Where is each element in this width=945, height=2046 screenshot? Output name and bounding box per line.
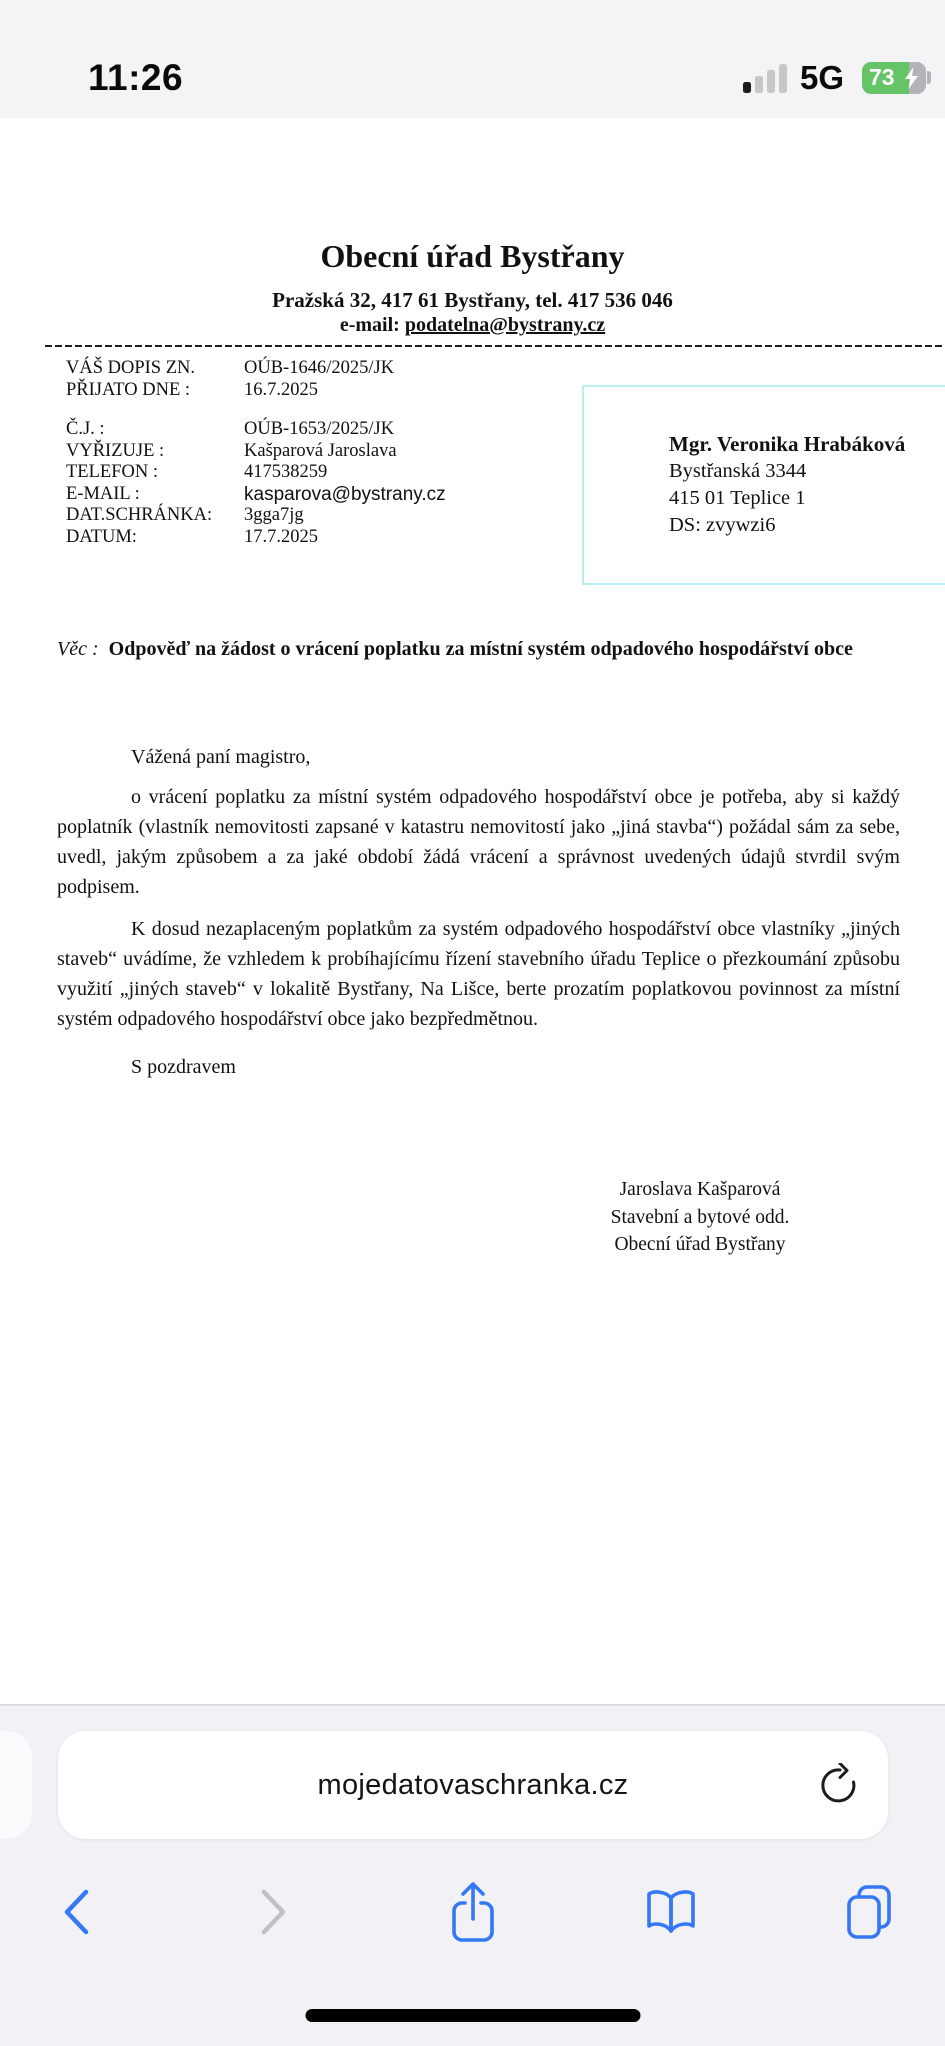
- battery-body: [862, 62, 926, 94]
- signal-bar: [743, 82, 751, 93]
- tabs-button[interactable]: [838, 1877, 900, 1947]
- reference-row: [66, 527, 446, 549]
- reference-row: [66, 484, 446, 506]
- ref-label: Č.J. :: [66, 419, 105, 439]
- ref-value: OÚB-1646/2025/JK: [244, 358, 395, 378]
- subject-label: Věc :: [57, 638, 99, 660]
- letter-document: [0, 118, 945, 1705]
- closing-phrase: S pozdravem: [131, 1056, 236, 1078]
- cellular-signal-icon: [743, 63, 787, 93]
- battery-percent-label: 73: [869, 63, 895, 90]
- network-type-label: 5G: [799, 58, 844, 96]
- subject-text: Odpověď na žádost o vrácení poplatku za místní systém odpadového hospodářství obce: [108, 638, 853, 660]
- signal-bar: [755, 76, 763, 93]
- signal-bar: [767, 70, 775, 93]
- address-bar-url[interactable]: mojedatovaschranka.cz: [317, 1768, 629, 1801]
- status-bar: [0, 0, 945, 118]
- recipient-street: Bystřanská 3344: [669, 460, 807, 482]
- email-prefix: e-mail:: [339, 314, 405, 336]
- ref-label: TELEFON :: [66, 462, 158, 482]
- ref-label: VÁŠ DOPIS ZN.: [66, 358, 196, 378]
- status-indicators: [743, 59, 931, 97]
- book-icon: [643, 1887, 699, 1937]
- battery-nub: [927, 71, 931, 84]
- ref-label: DATUM:: [66, 526, 137, 547]
- reference-row: [66, 380, 446, 402]
- reference-row: [66, 441, 446, 463]
- back-chevron-icon: [62, 1887, 90, 1937]
- reference-row: [66, 419, 446, 441]
- subject-line: [57, 638, 853, 661]
- bookmarks-button[interactable]: [640, 1877, 702, 1947]
- ref-value: 3gga7jg: [244, 505, 304, 525]
- dashed-divider: [45, 345, 945, 347]
- recipient-address: [669, 431, 905, 539]
- address-bar[interactable]: [58, 1731, 888, 1839]
- previous-tab-peek[interactable]: [0, 1731, 32, 1839]
- reload-icon: [816, 1763, 860, 1807]
- safari-toolbar: [0, 1872, 945, 1952]
- charging-bolt-icon: [904, 67, 919, 89]
- ref-value: Kašparová Jaroslava: [244, 440, 397, 461]
- back-button[interactable]: [45, 1877, 107, 1947]
- letterhead-title: Obecní úřad Bystřany: [320, 238, 625, 274]
- forward-chevron-icon: [260, 1887, 288, 1937]
- signal-bar: [779, 64, 787, 93]
- ref-label: PŘIJATO DNE :: [66, 379, 191, 400]
- ref-value: 16.7.2025: [244, 379, 318, 400]
- status-time: 11:26: [88, 56, 184, 98]
- share-button[interactable]: [442, 1877, 504, 1947]
- reference-block: [66, 358, 446, 548]
- ref-label: E-MAIL :: [66, 483, 140, 504]
- reference-row: [66, 462, 446, 484]
- reload-button[interactable]: [814, 1761, 862, 1809]
- recipient-name: Mgr. Veronika Hrabáková: [669, 432, 906, 456]
- signature-name: Jaroslava Kašparová: [619, 1179, 781, 1200]
- forward-button[interactable]: [243, 1877, 305, 1947]
- recipient-address-box: [582, 385, 945, 585]
- share-icon: [448, 1880, 498, 1944]
- signature-department: Stavební a bytové odd.: [610, 1206, 790, 1228]
- signature-block: [600, 1176, 800, 1259]
- safari-bottom-chrome: [0, 1705, 945, 2046]
- letterhead-email-link[interactable]: podatelna@bystrany.cz: [404, 314, 606, 336]
- recipient-city: 415 01 Teplice 1: [669, 487, 806, 509]
- ref-label: DAT.SCHRÁNKA:: [66, 505, 213, 525]
- reference-row: [66, 505, 446, 527]
- reference-row: [66, 358, 446, 380]
- home-indicator[interactable]: [305, 2009, 640, 2022]
- salutation: Vážená paní magistro,: [131, 746, 311, 768]
- tabs-icon: [843, 1883, 895, 1941]
- ref-value: OÚB-1653/2025/JK: [244, 419, 395, 439]
- battery-icon: [862, 62, 931, 94]
- recipient-databox: DS: zvywzi6: [669, 514, 776, 536]
- ref-value: 17.7.2025: [244, 526, 318, 547]
- body-paragraph-1: o vrácení poplatku za místní systém odpadového hospodářství obce je potřeba, aby si každý poplatník (vlastník nemovitosti zapsané v katastru nemovitostí jako „jiná stavba“) požádal sám za sebe, uvedl, jakým způsobem a za jaké období žádá vrácení a správnost uvedených údajů stvrdil svým podpisem.: [57, 786, 900, 898]
- ref-value: kasparova@bystrany.cz: [244, 483, 446, 505]
- letterhead-address: Pražská 32, 417 61 Bystřany, tel. 417 536 046: [272, 288, 673, 312]
- ref-value: 417538259: [244, 462, 328, 482]
- body-paragraph-2: K dosud nezaplaceným poplatkům za systém odpadového hospodářství obce vlastníky „jiných staveb“ uvádíme, že vzhledem k probíhajícímu řízení stavebního úřadu Teplice o přezkoumání způsobu využití „jiných staveb“ v lokalitě Bystřany, Na Lišce, berte prozatím poplatkovou povinnost za místní systém odpadového hospodářství obce jako bezpředmětnou.: [57, 918, 900, 1030]
- letterhead-email-line: [0, 314, 945, 337]
- signature-office: Obecní úřad Bystřany: [614, 1234, 786, 1255]
- ref-label: VYŘIZUJE :: [66, 440, 165, 461]
